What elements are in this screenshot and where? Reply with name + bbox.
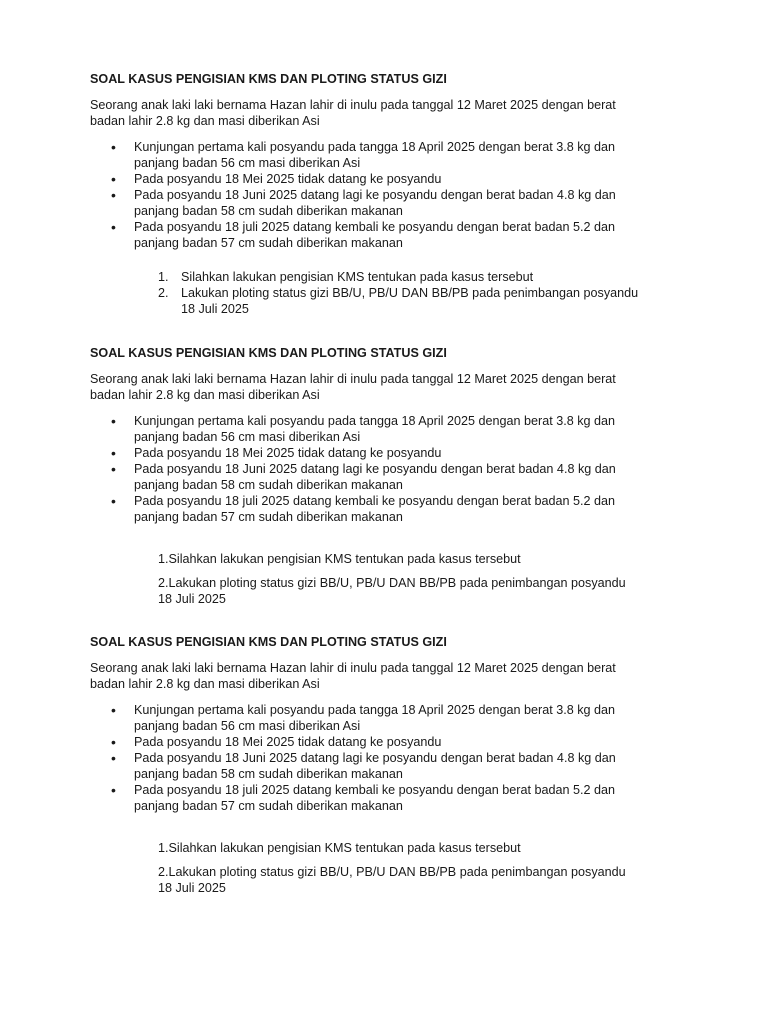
case-section-2 bbox=[90, 345, 690, 615]
visit-list bbox=[90, 702, 690, 814]
intro-paragraph bbox=[90, 97, 690, 129]
intro-paragraph bbox=[90, 371, 690, 403]
task-item bbox=[158, 840, 690, 856]
visit-text: • Pada posyandu 18 juli 2025 datang kembali ke posyandu dengan berat badan 5.2 dan bbox=[134, 220, 616, 234]
visit-text: panjang badan 57 cm sudah diberikan makanan bbox=[134, 799, 403, 813]
visit-list bbox=[90, 413, 690, 525]
task-text: Lakukan ploting status gizi BB/U, PB/U DAN BB/PB pada penimbangan posyandu bbox=[181, 286, 639, 300]
task-text: 1.Silahkan lakukan pengisian KMS tentukan pada kasus tersebut bbox=[158, 841, 521, 855]
visit-text: panjang badan 56 cm masi diberikan Asi bbox=[134, 156, 361, 170]
visit-text: • Kunjungan pertama kali posyandu pada tangga 18 April 2025 dengan berat 3.8 kg dan bbox=[134, 703, 616, 717]
task-item bbox=[90, 269, 690, 285]
visit-text: • Pada posyandu 18 Mei 2025 tidak datang ke posyandu bbox=[134, 735, 442, 749]
intro-line: badan lahir 2.8 kg dan masi diberikan Asi bbox=[90, 388, 320, 402]
visit-text: panjang badan 57 cm sudah diberikan makanan bbox=[134, 510, 403, 524]
visit-item bbox=[90, 219, 690, 251]
visit-text: panjang badan 57 cm sudah diberikan makanan bbox=[134, 236, 403, 250]
section-title: SOAL KASUS PENGISIAN KMS DAN PLOTING STATUS GIZI bbox=[90, 635, 447, 649]
intro-line: Seorang anak laki laki bernama Hazan lahir di inulu pada tanggal 12 Maret 2025 dengan berat bbox=[90, 661, 616, 675]
task-text: 1.Silahkan lakukan pengisian KMS tentukan pada kasus tersebut bbox=[158, 552, 521, 566]
task-number: 1. bbox=[158, 270, 169, 284]
visit-item bbox=[90, 413, 690, 445]
task-number: 2. bbox=[158, 286, 169, 300]
intro-line: Seorang anak laki laki bernama Hazan lahir di inulu pada tanggal 12 Maret 2025 dengan berat bbox=[90, 372, 616, 386]
visit-item bbox=[90, 493, 690, 525]
task-text: Silahkan lakukan pengisian KMS tentukan pada kasus tersebut bbox=[181, 270, 534, 284]
task-text: 18 Juli 2025 bbox=[158, 881, 226, 895]
visit-text: • Pada posyandu 18 Mei 2025 tidak datang ke posyandu bbox=[134, 172, 442, 186]
intro-line: badan lahir 2.8 kg dan masi diberikan Asi bbox=[90, 114, 320, 128]
task-list bbox=[90, 269, 690, 317]
visit-text: panjang badan 58 cm sudah diberikan makanan bbox=[134, 204, 403, 218]
intro-paragraph bbox=[90, 660, 690, 692]
task-text: 2.Lakukan ploting status gizi BB/U, PB/U DAN BB/PB pada penimbangan posyandu bbox=[158, 576, 626, 590]
visit-item bbox=[90, 461, 690, 493]
task-text: 18 Juli 2025 bbox=[158, 592, 226, 606]
visit-text: • Pada posyandu 18 juli 2025 datang kembali ke posyandu dengan berat badan 5.2 dan bbox=[134, 494, 616, 508]
visit-text: • Kunjungan pertama kali posyandu pada tangga 18 April 2025 dengan berat 3.8 kg dan bbox=[134, 140, 616, 154]
visit-text: • Pada posyandu 18 Juni 2025 datang lagi ke posyandu dengan berat badan 4.8 kg dan bbox=[134, 462, 616, 476]
visit-item bbox=[90, 187, 690, 219]
intro-line: Seorang anak laki laki bernama Hazan lahir di inulu pada tanggal 12 Maret 2025 dengan berat bbox=[90, 98, 616, 112]
task-text: 2.Lakukan ploting status gizi BB/U, PB/U DAN BB/PB pada penimbangan posyandu bbox=[158, 865, 626, 879]
visit-text: panjang badan 56 cm masi diberikan Asi bbox=[134, 719, 361, 733]
task-item bbox=[90, 285, 690, 317]
visit-text: • Kunjungan pertama kali posyandu pada tangga 18 April 2025 dengan berat 3.8 kg dan bbox=[134, 414, 616, 428]
visit-text: • Pada posyandu 18 Mei 2025 tidak datang ke posyandu bbox=[134, 446, 442, 460]
task-item bbox=[158, 864, 690, 896]
task-item bbox=[158, 551, 690, 567]
visit-text: panjang badan 56 cm masi diberikan Asi bbox=[134, 430, 361, 444]
task-list bbox=[90, 840, 690, 896]
visit-item bbox=[90, 445, 690, 461]
visit-item bbox=[90, 734, 690, 750]
task-item bbox=[158, 575, 690, 607]
task-list bbox=[90, 551, 690, 607]
task-text: 18 Juli 2025 bbox=[181, 302, 249, 316]
intro-line: badan lahir 2.8 kg dan masi diberikan Asi bbox=[90, 677, 320, 691]
visit-text: panjang badan 58 cm sudah diberikan makanan bbox=[134, 767, 403, 781]
visit-item bbox=[90, 750, 690, 782]
visit-text: • Pada posyandu 18 Juni 2025 datang lagi ke posyandu dengan berat badan 4.8 kg dan bbox=[134, 751, 616, 765]
section-title: SOAL KASUS PENGISIAN KMS DAN PLOTING STATUS GIZI bbox=[90, 346, 447, 360]
case-section-1 bbox=[90, 71, 690, 317]
visit-list bbox=[90, 139, 690, 251]
visit-item bbox=[90, 171, 690, 187]
visit-text: • Pada posyandu 18 Juni 2025 datang lagi ke posyandu dengan berat badan 4.8 kg dan bbox=[134, 188, 616, 202]
case-section-3 bbox=[90, 634, 690, 904]
visit-text: panjang badan 58 cm sudah diberikan makanan bbox=[134, 478, 403, 492]
visit-item bbox=[90, 139, 690, 171]
visit-item bbox=[90, 702, 690, 734]
visit-text: • Pada posyandu 18 juli 2025 datang kembali ke posyandu dengan berat badan 5.2 dan bbox=[134, 783, 616, 797]
section-title: SOAL KASUS PENGISIAN KMS DAN PLOTING STATUS GIZI bbox=[90, 72, 447, 86]
visit-item bbox=[90, 782, 690, 814]
